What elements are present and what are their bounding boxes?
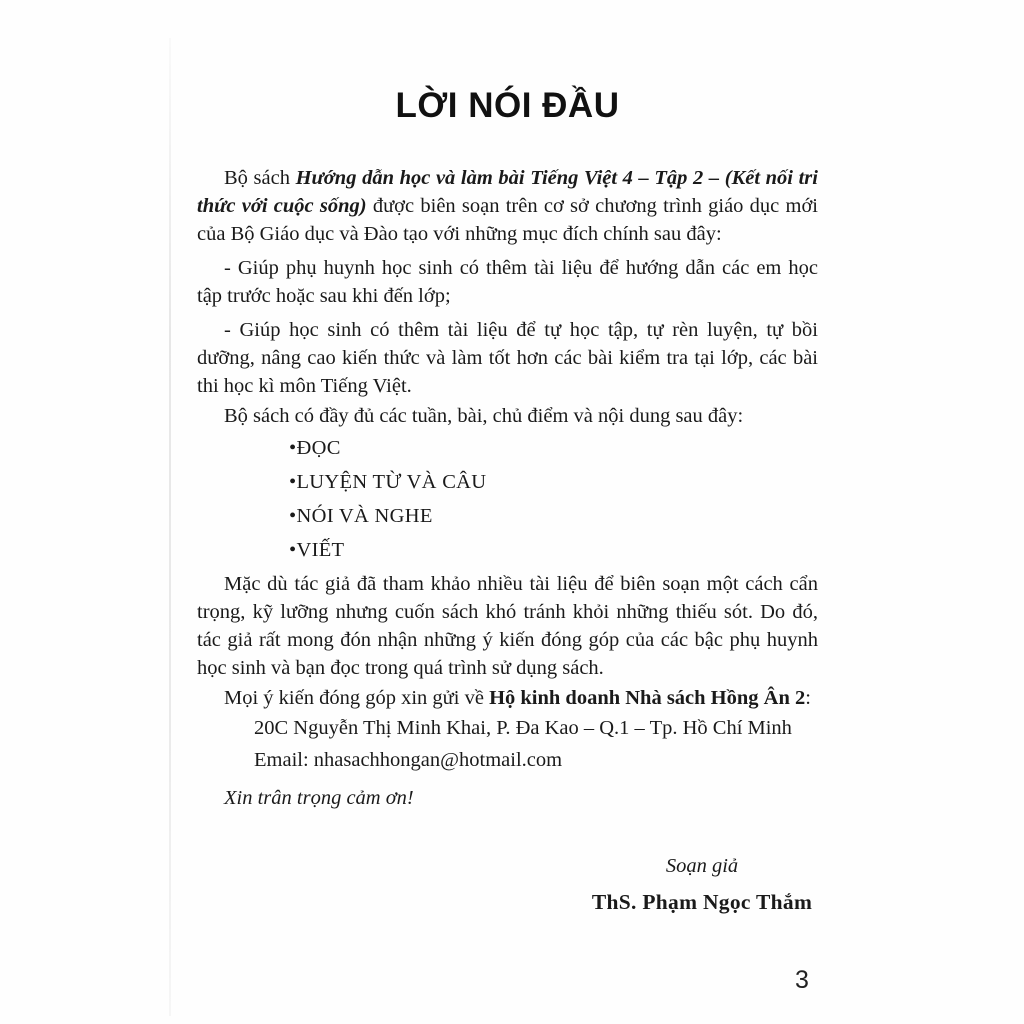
intro-paragraph [197, 164, 818, 248]
email-line: Email: nhasachhongan@hotmail.com [254, 749, 563, 771]
page-title: LỜI NÓI ĐẦU [395, 86, 620, 125]
signature-role: Soạn giả [665, 855, 739, 877]
list-item: • VIẾT [289, 536, 818, 564]
purpose-paragraph-2: - Giúp học sinh có thêm tài liệu để tự học tập, tự rèn luyện, tự bồi dưỡng, nâng cao kiến thức và làm tốt hơn các bài kiểm tra tại lớp, các bài thi học kì môn Tiếng Việt. [197, 319, 818, 397]
thanks-line: Xin trân trọng cảm ơn! [224, 787, 414, 809]
contents-intro-paragraph: Bộ sách có đầy đủ các tuần, bài, chủ điểm và nội dung sau đây: [224, 405, 744, 427]
feedback-suffix: : [805, 687, 811, 709]
purpose-paragraph-1: - Giúp phụ huynh học sinh có thêm tài liệu để hướng dẫn các em học tập trước hoặc sau khi đến lớp; [197, 257, 818, 307]
page-edge-shadow [169, 38, 171, 1016]
intro-suffix: được biên soạn trên cơ sở chương trình giáo dục mới của Bộ Giáo dục và Đào tạo với những mục đích chính sau đây: [197, 195, 818, 245]
intro-prefix: Bộ sách [224, 167, 296, 189]
book-title: Hướng dẫn học và làm bài Tiếng Việt 4 – Tập 2 – (Kết nối tri thức với cuộc sống) [197, 167, 818, 217]
contents-list [289, 434, 818, 564]
address-line: 20C Nguyễn Thị Minh Khai, P. Đa Kao – Q.1 – Tp. Hồ Chí Minh [254, 717, 792, 739]
page-number: 3 [795, 966, 809, 994]
list-item: • LUYỆN TỪ VÀ CÂU [289, 468, 818, 496]
disclaimer-paragraph: Mặc dù tác giả đã tham khảo nhiều tài liệu để biên soạn một cách cẩn trọng, kỹ lưỡng nhưng cuốn sách khó tránh khỏi những thiếu sót. Do đó, tác giả rất mong đón nhận những ý kiến đóng góp của các bậc phụ huynh học sinh và bạn đọc trong quá trình sử dụng sách. [197, 573, 818, 679]
list-item: • NÓI VÀ NGHE [289, 502, 818, 530]
feedback-prefix: Mọi ý kiến đóng góp xin gửi về [224, 687, 490, 709]
feedback-paragraph [197, 684, 818, 712]
signature-author: ThS. Phạm Ngọc Thắm [591, 890, 813, 914]
signature-block [562, 852, 842, 916]
page-content [197, 0, 818, 916]
list-item: • ĐỌC [289, 434, 818, 462]
feedback-recipient: Hộ kinh doanh Nhà sách Hồng Ân 2 [489, 687, 806, 709]
